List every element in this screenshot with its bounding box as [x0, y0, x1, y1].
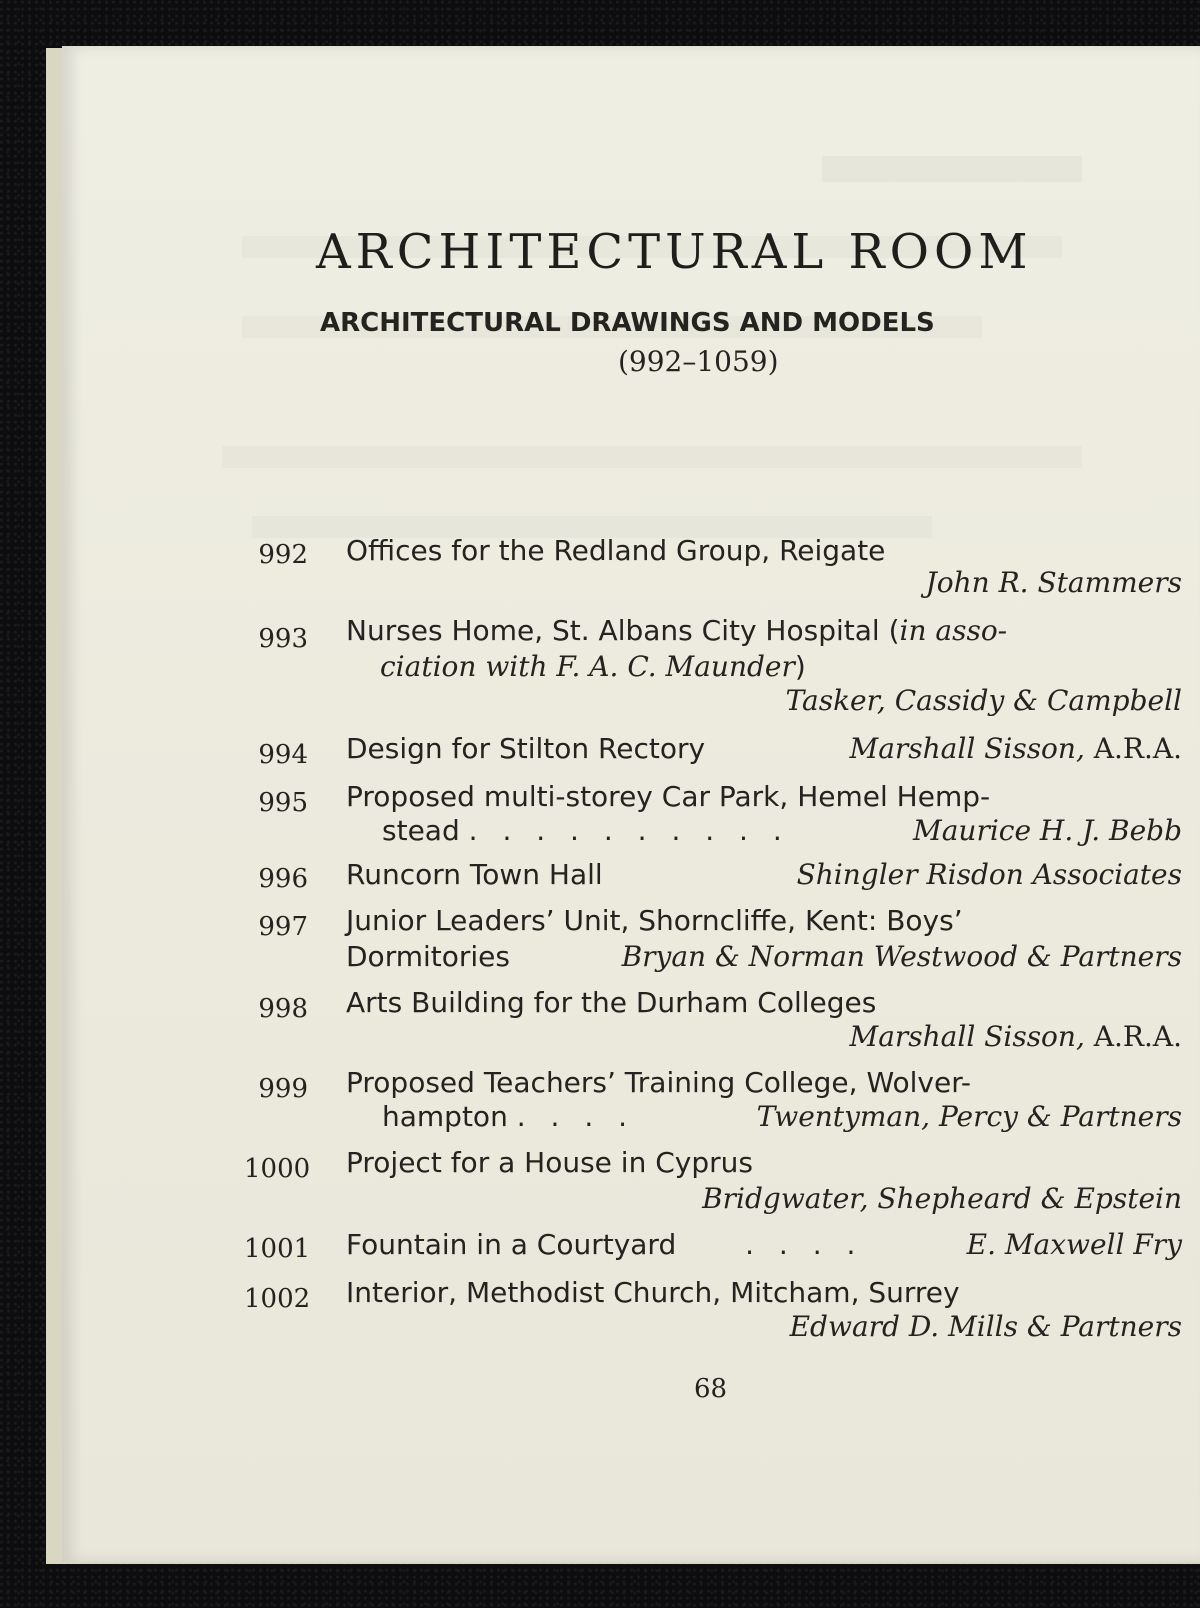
entry-title: Project for a House in Cyprus: [346, 1146, 753, 1179]
entry-number: 998: [258, 994, 308, 1024]
entry-number: 1000: [244, 1154, 311, 1184]
section-subtitle: ARCHITECTURAL DRAWINGS AND MODELS: [320, 308, 935, 338]
entry-title-continuation: ciation with F. A. C. Maunder): [380, 650, 806, 683]
show-through-smudge: [822, 156, 1082, 182]
entry-architect: Bryan & Norman Westwood & Partners: [621, 940, 1182, 973]
entry-number: 993: [258, 624, 308, 654]
entry-number: 1002: [244, 1284, 311, 1314]
entry-title: Nurses Home, St. Albans City Hospital (in asso-: [346, 614, 1008, 647]
entry-number: 1001: [244, 1234, 311, 1264]
entry-number: 996: [258, 864, 308, 894]
entry-architect: Marshall Sisson, A.R.A.: [849, 1020, 1182, 1053]
entry-title: Fountain in a Courtyard . . . .: [346, 1228, 864, 1261]
entry-title: Runcorn Town Hall: [346, 858, 603, 891]
entry-architect: Maurice H. J. Bebb: [913, 814, 1182, 847]
entry-honour: A.R.A.: [1093, 1020, 1182, 1053]
dot-leaders: . . . .: [516, 1100, 636, 1133]
entry-title-continuation: Dormitories: [346, 940, 510, 973]
entry-architect: Twentyman, Percy & Partners: [756, 1100, 1182, 1133]
entry-title: Arts Building for the Durham Colleges: [346, 986, 877, 1019]
page-number: 68: [694, 1374, 728, 1404]
entry-architect: Bridgwater, Shepheard & Epstein: [702, 1182, 1182, 1215]
entry-title: Proposed multi-storey Car Park, Hemel Hemp-: [346, 780, 991, 813]
entry-number: 997: [258, 912, 308, 942]
entry-title: Proposed Teachers’ Training College, Wolver-: [346, 1066, 972, 1099]
entry-title-continuation: stead . . . . . . . . . .: [382, 814, 790, 847]
entry-number: 995: [258, 788, 308, 818]
entry-number: 999: [258, 1074, 308, 1104]
entry-title: Offices for the Redland Group, Reigate: [346, 534, 886, 567]
entry-architect: E. Maxwell Fry: [966, 1228, 1182, 1261]
entry-number: 994: [258, 740, 308, 770]
entry-architect: Tasker, Cassidy & Campbell: [785, 684, 1182, 717]
entry-architect: Shingler Risdon Associates: [796, 858, 1182, 891]
entry-number: 992: [258, 540, 308, 570]
entry-title-italic: in asso-: [899, 614, 1008, 647]
entry-honour: A.R.A.: [1093, 732, 1182, 765]
entry-architect: John R. Stammers: [925, 566, 1182, 599]
entry-title: Interior, Methodist Church, Mitcham, Surrey: [346, 1276, 960, 1309]
page-title: ARCHITECTURAL ROOM: [316, 224, 1033, 280]
entry-title: Junior Leaders’ Unit, Shorncliffe, Kent: Boys’: [346, 904, 963, 937]
catalogue-range: (992–1059): [618, 345, 779, 378]
entry-architect: Edward D. Mills & Partners: [789, 1310, 1182, 1343]
dot-leaders: . . . .: [745, 1228, 864, 1261]
entry-title-continuation: hampton . . . .: [382, 1100, 636, 1133]
dot-leaders: . . . . . . . . . .: [468, 814, 790, 847]
show-through-smudge: [222, 446, 1082, 468]
entry-title: Design for Stilton Rectory: [346, 732, 706, 765]
entry-architect: Marshall Sisson, A.R.A.: [849, 732, 1182, 765]
